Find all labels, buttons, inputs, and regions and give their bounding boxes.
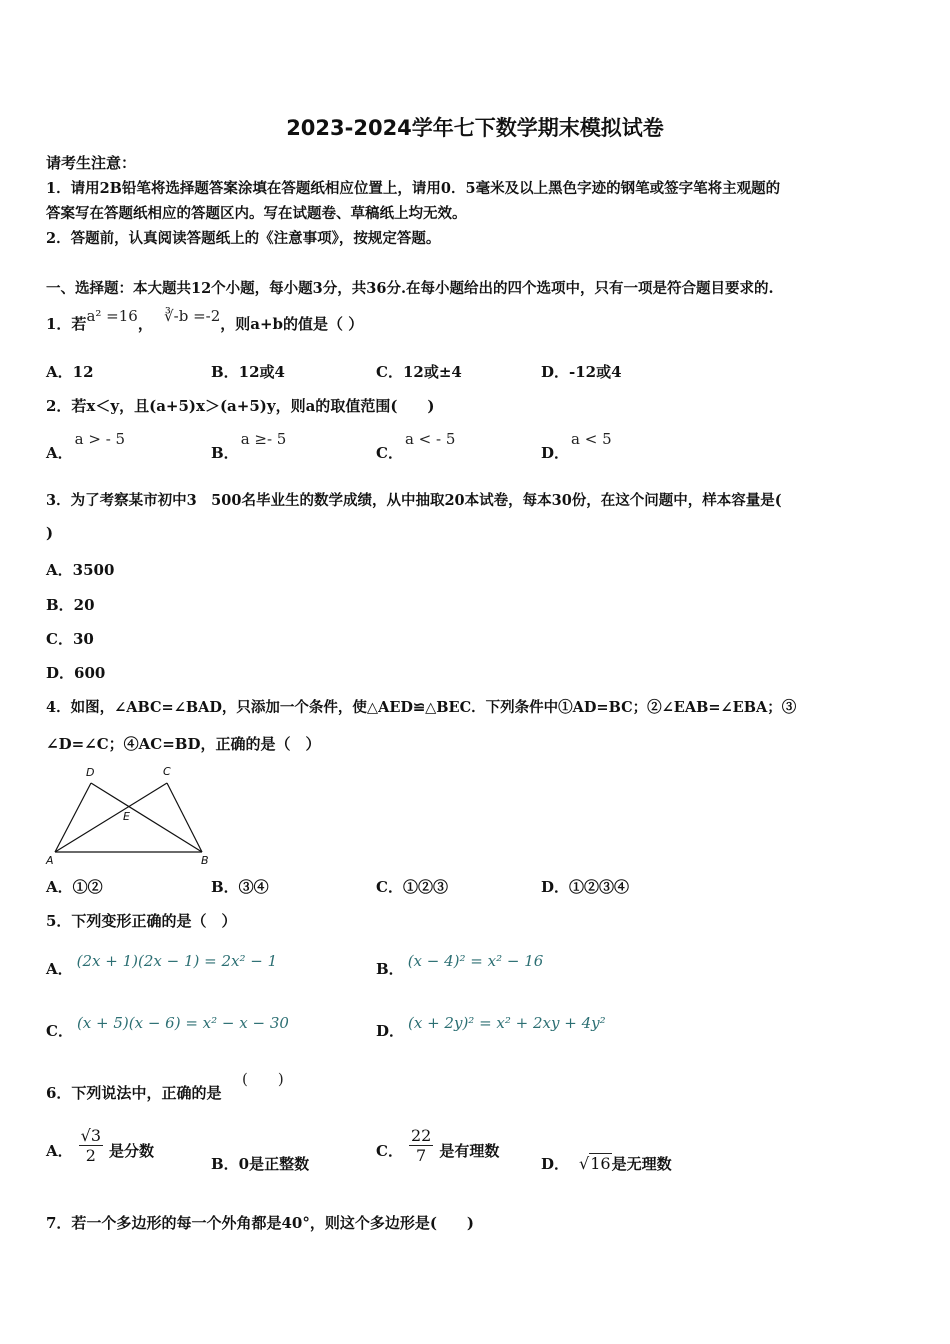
q6-option-d-root-sign: √ [579, 1154, 590, 1173]
q6-option-c-fraction [409, 1126, 433, 1165]
question-4-stem: 4．如图，∠ABC=∠BAD，只添加一个条件，使△AED≌△BEC．下列条件中①AD=BC；②∠EAB=∠EBA；③ [46, 699, 797, 716]
q6-option-c-text: 是有理数 [439, 1141, 500, 1160]
q4-option-d[interactable]: D．①②③④ [541, 878, 630, 896]
question-6-stem: 6．下列说法中，正确的是 [46, 1084, 222, 1102]
q6-option-d-text: 是无理数 [611, 1155, 672, 1173]
label-d: D [86, 766, 95, 779]
q2-option-b-label: B． [211, 444, 239, 462]
q2-option-c-expr: a < - 5 [404, 430, 456, 448]
q6-option-a-numerator: √3 [80, 1126, 102, 1145]
q3-option-c[interactable]: C．30 [46, 630, 94, 648]
q2-option-a-expr: a > - 5 [74, 430, 126, 448]
q1-separator: ， [137, 315, 153, 333]
segment-ad [55, 783, 91, 852]
section-heading: 一、选择题：本大题共12个小题，每小题3分，共36分.在每小题给出的四个选项中，只有一项是符合题目要求的. [46, 280, 774, 297]
question-7-stem: 7．若一个多边形的每一个外角都是40°，则这个多边形是( ) [46, 1214, 475, 1232]
q2-option-b-expr: a ≥- 5 [240, 430, 287, 448]
q5-option-a-expr: (2x + 1)(2x − 1) = 2x² − 1 [76, 952, 278, 970]
q1-option-a[interactable]: A．12 [46, 363, 94, 381]
q5-option-d[interactable] [376, 1012, 606, 1040]
q5-option-c[interactable] [46, 1012, 289, 1040]
q6-option-b[interactable]: B．0是正整数 [211, 1155, 310, 1173]
label-b: B [201, 854, 209, 867]
page-title: 2023-2024学年七下数学期末模拟试卷 [286, 116, 664, 140]
notice-line-1a: 1．请用2B铅笔将选择题答案涂填在答题纸相应位置上，请用0．5毫米及以上黑色字迹的钢笔或签字笔将主观题的 [46, 180, 781, 197]
q1-option-c[interactable]: C．12或±4 [376, 363, 462, 381]
q2-option-c-label: C． [376, 444, 403, 462]
notice-line-2: 2．答题前，认真阅读答题纸上的《注意事项》，按规定答题。 [46, 230, 441, 247]
question-3-stem: 3．为了考察某市初中3 500名毕业生的数学成绩，从中抽取20本试卷，每本30份，在这个问题中，样本容量是( [46, 492, 782, 509]
notice-heading: 请考生注意： [46, 154, 137, 172]
q3-option-a[interactable]: A．3500 [46, 561, 115, 579]
q1-equation-1: a² =16 [86, 307, 138, 325]
q5-option-a-label: A． [46, 960, 73, 978]
question-5-stem: 5．下列变形正确的是（ ） [46, 912, 237, 930]
q6-option-d-radicand: 16 [590, 1154, 611, 1173]
q6-option-a-label: A． [46, 1141, 73, 1160]
segment-bd [91, 783, 202, 852]
q1-equation-2-rest: =-2 [188, 307, 221, 325]
question-2-stem: 2．若x＜y，且(a+5)x＞(a+5)y，则a的取值范围( ) [46, 397, 435, 415]
q6-option-d[interactable] [541, 1153, 672, 1174]
q5-option-a[interactable] [46, 950, 278, 978]
q4-figure [40, 762, 220, 868]
q1-suffix: ，则a+b的值是（ ） [220, 315, 364, 333]
question-3-stem-cont: ) [46, 524, 54, 542]
q1-option-b[interactable]: B．12或4 [211, 363, 285, 381]
segment-ac [55, 783, 167, 852]
q2-option-a-label: A． [46, 444, 73, 462]
q5-option-d-expr: (x + 2y)² = x² + 2xy + 4y² [408, 1014, 606, 1032]
q6-option-c[interactable] [376, 1126, 499, 1165]
q1-equation-2 [164, 307, 220, 325]
q6-option-c-denominator: 7 [416, 1146, 427, 1165]
q6-option-a-text: 是分数 [109, 1141, 155, 1160]
q5-option-b[interactable] [376, 950, 544, 978]
q4-option-b[interactable]: B．③④ [211, 878, 269, 896]
question-1-stem [46, 307, 364, 334]
q4-option-a[interactable]: A．①② [46, 878, 103, 896]
q6-option-a[interactable] [46, 1126, 154, 1165]
question-4-stem-cont: ∠D=∠C；④AC=BD，正确的是（ ） [46, 735, 321, 753]
notice-line-1b: 答案写在答题纸相应的答题区内。写在试题卷、草稿纸上均无效。 [46, 205, 467, 222]
q1-option-d[interactable]: D．-12或4 [541, 363, 622, 381]
q2-option-b[interactable] [211, 428, 287, 462]
q5-option-d-label: D． [376, 1022, 405, 1040]
q3-option-d[interactable]: D．600 [46, 664, 106, 682]
q4-option-c[interactable]: C．①②③ [376, 878, 448, 896]
q6-paren: ( ) [242, 1070, 284, 1088]
q6-option-d-sqrt [579, 1154, 612, 1173]
q6-option-c-numerator: 22 [410, 1126, 432, 1145]
q5-option-b-label: B． [376, 960, 404, 978]
label-a: A [46, 854, 54, 867]
q5-option-c-expr: (x + 5)(x − 6) = x² − x − 30 [76, 1014, 289, 1032]
q2-option-d-label: D． [541, 444, 570, 462]
q3-option-b[interactable]: B．20 [46, 596, 95, 614]
q2-option-d[interactable] [541, 428, 612, 462]
q1-cube-root: ∛-b [164, 307, 189, 325]
label-e: E [123, 810, 130, 823]
q6-option-c-label: C． [376, 1141, 403, 1160]
q5-option-b-expr: (x − 4)² = x² − 16 [407, 952, 544, 970]
q1-prefix: 1．若 [46, 315, 87, 333]
q6-option-a-fraction [79, 1126, 103, 1165]
q2-option-a[interactable] [46, 428, 126, 462]
label-c: C [163, 765, 171, 778]
q6-option-d-label: D． [541, 1155, 570, 1173]
q2-option-c[interactable] [376, 428, 456, 462]
q6-option-a-denominator: 2 [85, 1146, 96, 1165]
q5-option-c-label: C． [46, 1022, 73, 1040]
q2-option-d-expr: a < 5 [571, 430, 612, 448]
